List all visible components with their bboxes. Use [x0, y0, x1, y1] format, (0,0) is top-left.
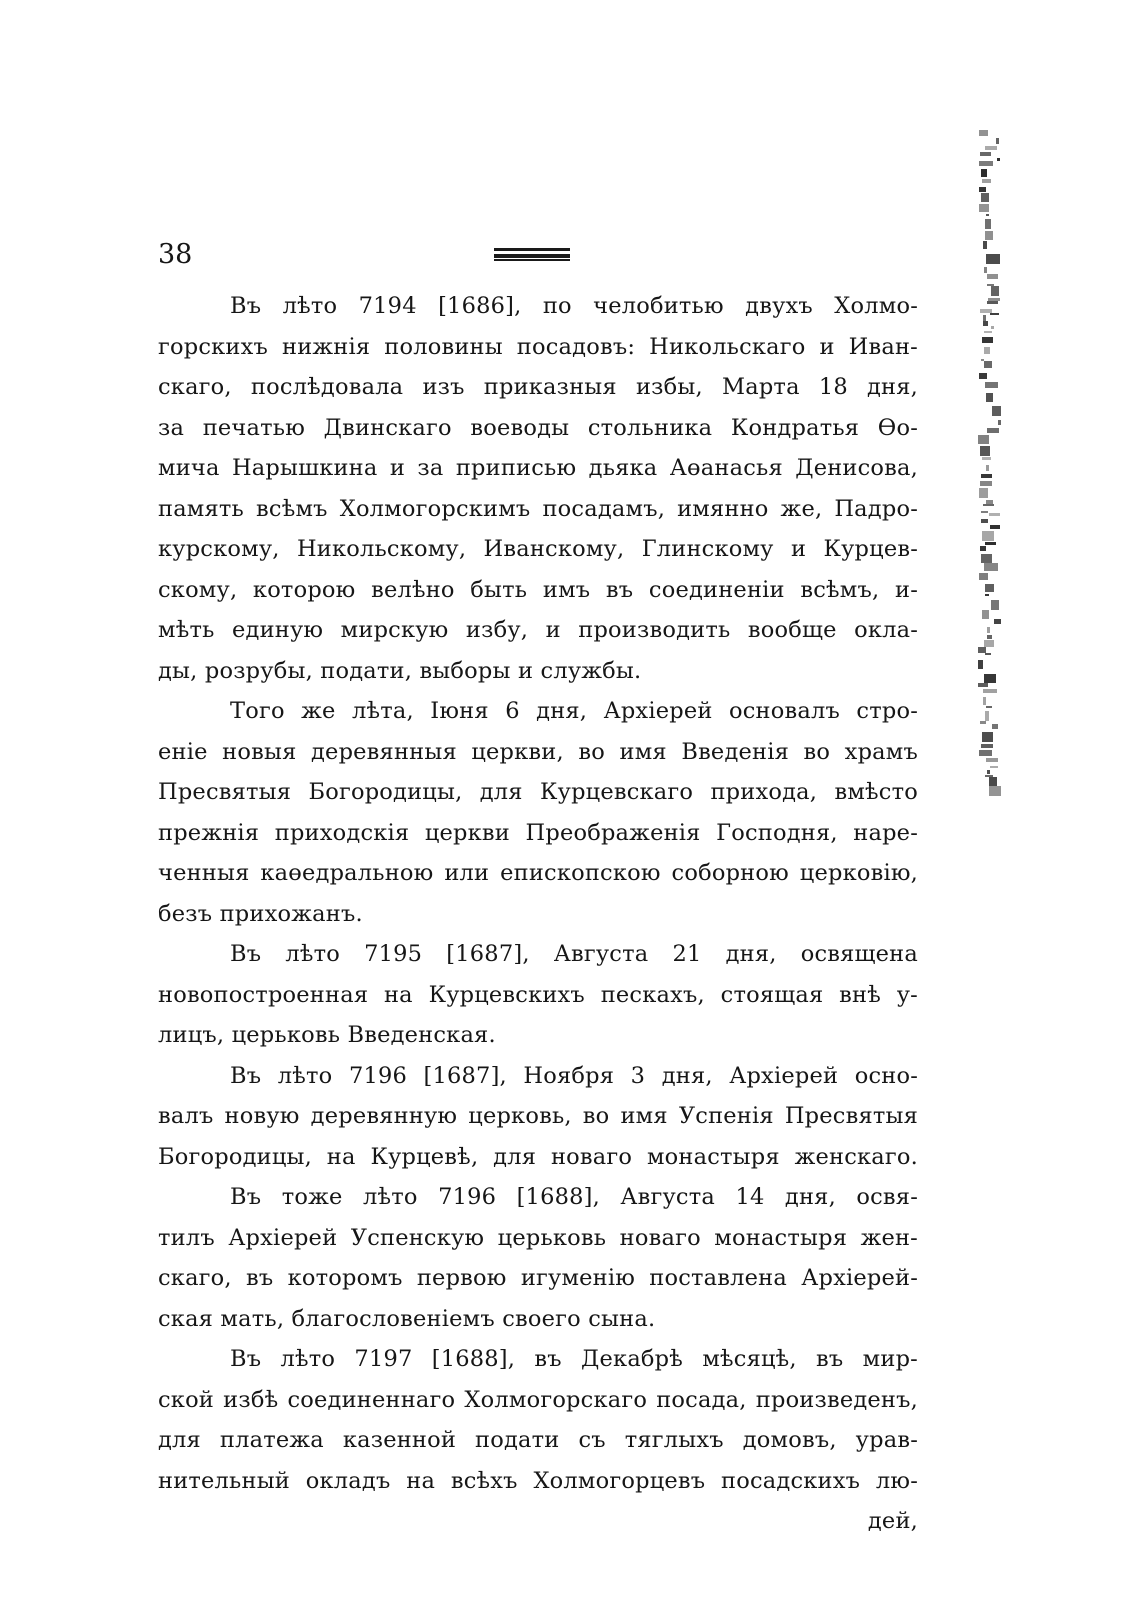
text-line: Въ лѣто 7195 [1687], Августа 21 дня, освящена: [230, 941, 918, 967]
text-line: Того же лѣта, Іюня 6 дня, Архіерей основалъ стро-: [230, 698, 918, 724]
text-line: ская мать, благословеніемъ своего сына.: [158, 1305, 656, 1332]
text-line: для платежа казенной подати съ тяглыхъ домовъ, урав-: [158, 1427, 918, 1453]
text-line: Въ лѣто 7197 [1688], въ Декабрѣ мѣсяцѣ, въ мир-: [230, 1346, 918, 1372]
text-line: ской избѣ соединеннаго Холмогорскаго посада, произведенъ,: [158, 1386, 918, 1413]
body-text: [158, 286, 918, 1542]
text-line: лицъ, церьковь Введенская.: [158, 1022, 496, 1048]
text-line: тилъ Архіерей Успенскую церьковь новаго монастыря жен-: [158, 1224, 918, 1251]
page-number: 38: [158, 239, 193, 270]
text-line: нительный окладъ на всѣхъ Холмогорцевъ посадскихъ лю-: [158, 1467, 918, 1494]
header-ornament-rule: [494, 248, 570, 261]
text-line: новопостроенная на Курцевскихъ пескахъ, стоящая внѣ у-: [158, 981, 918, 1008]
text-line: курскому, Никольскому, Иванскому, Глинскому и Курцев-: [158, 536, 918, 562]
text-line: ды, розрубы, подати, выборы и службы.: [158, 657, 642, 684]
text-line: память всѣмъ Холмогорскимъ посадамъ, имянно же, Падро-: [158, 495, 918, 522]
scan-edge-artifact: [978, 130, 1002, 790]
text-line: прежнія приходскія церкви Преображенія Господня, нарe-: [158, 819, 918, 846]
text-line: Въ лѣто 7196 [1687], Ноября 3 дня, Архіерей осно-: [230, 1062, 918, 1089]
text-line: дей,: [867, 1508, 918, 1534]
text-line: Пресвятыя Богородицы, для Курцевскаго прихода, вмѣсто: [158, 779, 918, 805]
text-line: скому, которою велѣно быть имъ въ соединеніи всѣмъ, и-: [158, 576, 918, 603]
text-line: скаго, въ которомъ первою игуменію поставлена Архіерей-: [158, 1265, 918, 1291]
text-line: горскихъ нижнія половины посадовъ: Никольскаго и Иван-: [158, 333, 918, 360]
text-line: безъ прихожанъ.: [158, 900, 363, 927]
text-line: ченныя каөедральною или епископскою соборною церковію,: [158, 860, 918, 886]
text-line: скаго, послѣдовала изъ приказныя избы, Марта 18 дня,: [158, 374, 918, 400]
text-line: Богородицы, на Курцевѣ, для новаго монастыря женскаго.: [158, 1143, 918, 1170]
text-line: мича Нарышкина и за приписью дьяка Аөанасья Денисова,: [158, 455, 918, 481]
text-line: мѣть единую мирскую избу, и производить вообще окла-: [158, 617, 918, 643]
text-line: за печатью Двинскаго воеводы стольника Кондратья Өо-: [158, 414, 918, 441]
text-line: Въ лѣто 7194 [1686], по челобитью двухъ Холмо-: [230, 293, 918, 319]
text-line: Въ тоже лѣто 7196 [1688], Августа 14 дня, освя-: [230, 1184, 918, 1210]
text-line: еніе новыя деревянныя церкви, во имя Введенія во храмъ: [158, 738, 918, 765]
text-line: валъ новую деревянную церковь, во имя Успенія Пресвятыя: [158, 1103, 918, 1129]
